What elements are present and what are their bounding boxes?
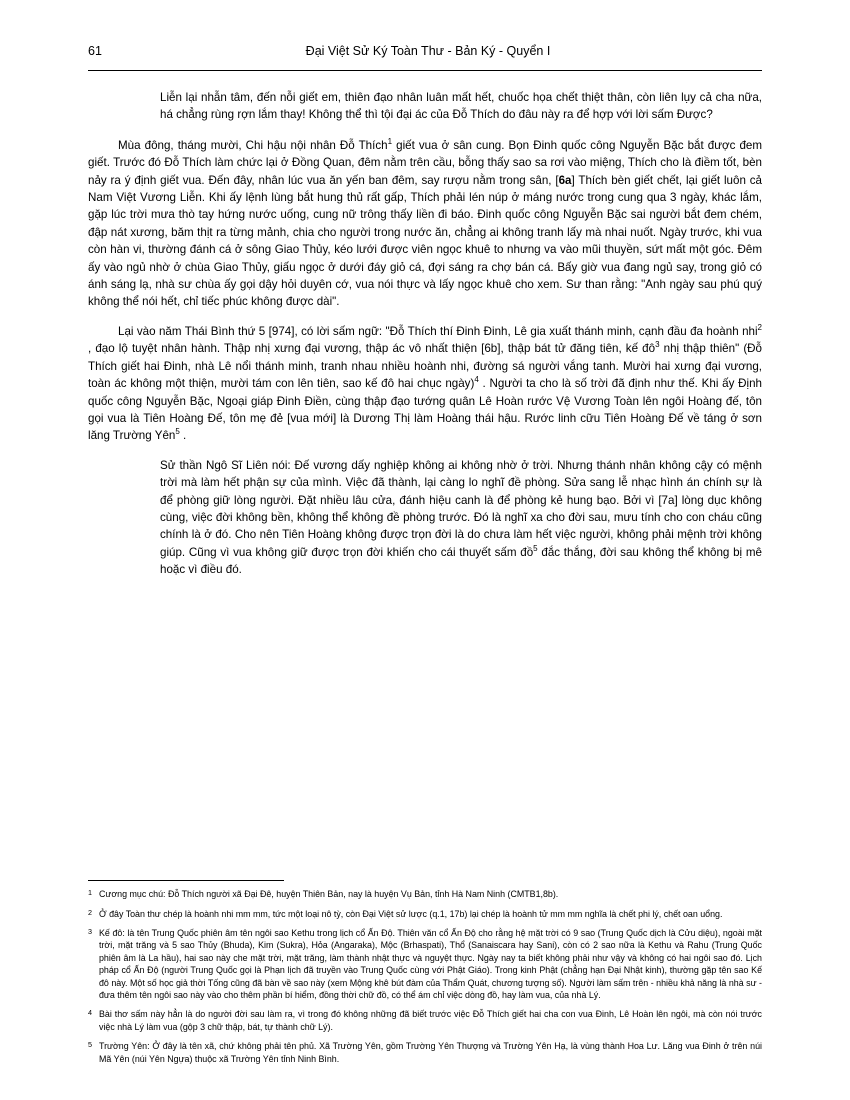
footnote-3-marker: 3: [88, 926, 92, 936]
footnote-3-text: Kế đô: là tên Trung Quốc phiên âm tên ngôi sao Kethu trong lịch cổ Ấn Độ. Thiên văn cổ Ấn Độ cho rằng hệ mặt trời có 9 sao (Trung Quốc dịch là Cửu diệu), ngoài mặt trời, mặt trăng và 5 sao Thủy (Bhuda), Kim (Sukra), Hỏa (Angaraka), Mộc (Brhaspati), Thổ (Sanaiscara hay Sani), còn có 2 sao nữa là Kethu và Rahu (Trung Quốc phiên âm là La hầu), hai sao này che mặt trời, mặt trăng, làm thành nhật thực và nguyệt thực. Ngày nay ta biết không phải như vậy và không có hai ngôi sao đó. Lịch pháp cổ Ấn Độ (người Trung Quốc gọi là Phạn lịch đã truyền vào Trung Quốc cùng với Phật Giáo). Trong kinh Phật (chẳng hạn Đại Nhật kinh), thường gặp tên sao Kế đô này. Một số học giả thời Tống cũng đã bàn về sao này (xem Mộng khê bút đàm của Thẩm Quát, chương tượng số). Người làm sấm trên - nhiều khả năng là nhà sư - đưa thêm tên ngôi sao này vào cho thêm phần bí hiểm, đồng thời chữ đồ, có thể ám chỉ việc dòng đồ, hay làm vua, của nhà Lý.: [99, 927, 762, 1000]
document-body: [88, 89, 762, 579]
footnote-ref-3: 3: [655, 340, 660, 350]
footnote-2: [88, 908, 762, 920]
footnote-ref-1: 1: [387, 136, 393, 146]
footnote-5: [88, 1040, 762, 1065]
paragraph-3-part-b: đắc thắng, đời sau không thể không bị mê hoặc vì điều đó.: [160, 545, 762, 577]
paragraph-1: [88, 137, 762, 311]
footnote-1-text: Cương mục chú: Đỗ Thích người xã Đại Đê, huyện Thiên Bản, nay là huyện Vụ Bản, tỉnh Hà Nam Ninh (CMTB1,8b).: [99, 889, 559, 900]
footnote-area: [88, 880, 762, 1072]
paragraph-1-part-c: ] Thích bèn giết chết, lại giết luôn cả Nam Việt Vương Liễn. Khi ấy lệnh lùng bắt hung thủ rất gấp, Thích phải lén núp ở máng nước trong cung qua 3 ngày, khác lắm, gặp lúc trời mưa thò tay hứng nước uống, cung nữ trông thấy liền đi báo. Đinh quốc công Nguyễn Bặc sai người bắt đem chém, đập nát xương, băm thịt ra từng mảnh, chia cho người trong nước ăn, chẳng ai không tranh lấy mà nhai nuốt. Ngày trước, khi vua còn hàn vi, thường đánh cá ở sông Giao Thủy, kéo lưới được viên ngọc khuê to nhưng va vào mũi thuyền, sứt mất một góc. Đêm ấy vào ngủ nhờ ở chùa Giao Thủy, giấu ngọc ở dưới đáy giỏ cá, đợi sáng ra chợ bán cá. Bấy giờ vua đang ngủ say, trong giỏ có ánh sáng lạ, nhà sư chùa ấy gọi dậy hỏi duyên cớ, vua nói thực và lấy ngọc khuê cho xem. Sư than rằng: "Anh ngày sau phú quý không thể nói hết, chỉ tiếc phúc không được dài".: [88, 173, 762, 309]
paragraph-1-part-b: giết vua ở sân cung. Bọn Đinh quốc công Nguyễn Bặc bắt được đem giết. Trước đó Đỗ Thích làm chức lại ở Đồng Quan, đêm nằm trên cầu, bỗng thấy sao sa rơi vào miệng, Thích cho là điềm tốt, bèn nảy ra ý định giết vua. Đến đây, nhân lúc vua ăn yến ban đêm, say rượu nằm trong sân, [: [88, 138, 762, 187]
footnote-2-text: Ở đây Toàn thư chép là hoành nhi mm mm, tức một loại nô tỳ, còn Đại Việt sử lược (q.1, 17b) lại chép là hoành tử mm mm nghĩa là chết phi lý, chết oan uổng.: [99, 908, 723, 919]
footnote-4-text: Bài thơ sấm này hẳn là do người đời sau làm ra, vì trong đó không những đã biết trước việc Đỗ Thích giết hai cha con vua Đinh, Lê Hoàn lên ngôi, mà còn nói trước việc nhà Lý làm vua (gộp 3 chữ thập, bát, tự thành chữ Lý).: [99, 1009, 762, 1032]
footnote-3: [88, 927, 762, 1001]
page-number: 61: [88, 44, 102, 58]
paragraph-3-part-a: Sử thần Ngô Sĩ Liên nói: Đế vương dấy nghiệp không ai không nhờ ở trời. Nhưng thánh nhân không cậy có mệnh trời mà làm hết phận sự của mình. Việc đã thành, lại càng lo nghĩ đề phòng. Sửa sang lễ nhạc hình án chính sự là để phòng giữ lòng người. Đặt nhiều lâu cửa, đánh hiệu canh là để phòng kẻ hung bạo. Bởi vì [7a] lòng dục không cùng, việc đời không bền, không thể không đề phòng trước. Đó là nghĩ xa cho đời sau, mưu tính cho con cháu cũng chính là ở đó. Cho nên Tiên Hoàng không được trọn đời là do chưa làm hết việc người, không phải mệnh trời không giúp. Cũng vì vua không giữ được trọn đời khiến cho cái thuyết sấm đồ: [160, 458, 762, 559]
footnote-1-marker: 1: [88, 888, 92, 898]
footnote-ref-4: 4: [474, 375, 479, 385]
paragraph-2-part-b: , đạo lộ tuyệt nhân hành. Thập nhị xưng đại vương, thập ác vô nhất thiện [6b], thập bát tử đăng tiên, kế đô: [88, 342, 656, 356]
paragraph-2-part-c: nhị thập thiên" (Đỗ Thích giết hai Đinh, nhà Lê nổi thánh minh, tranh nhau nhiều hoành nhi, đường sá người vắng tanh. Mười hai xưng đại vương, toàn ác không một thiện, mười tám con lên tiên, sao kế đô hai chục ngày): [88, 342, 762, 391]
header-divider: [88, 70, 762, 71]
footnote-5-marker: 5: [88, 1040, 92, 1050]
footnote-1: [88, 888, 762, 900]
paragraph-2-part-e: .: [179, 429, 187, 443]
footnote-ref-5: 5: [175, 427, 180, 437]
folio-marker-6a: 6a: [558, 173, 572, 187]
footnote-5-text: Trường Yên: Ở đây là tên xã, chứ không phải tên phủ. Xã Trường Yên, gồm Trường Yên Thượng và Trường Yên Hạ, là vùng thành Hoa Lư. Lăng vua Đinh ở trên núi Mã Yên (núi Yên Ngựa) thuộc xã Trường Yên tỉnh Ninh Bình.: [99, 1041, 762, 1064]
page-header: [88, 44, 762, 66]
paragraph-1-part-a: Mùa đông, tháng mười, Chi hậu nội nhân Đỗ Thích: [118, 138, 388, 152]
paragraph-2: [88, 323, 762, 445]
paragraph-intro: Liễn lại nhẫn tâm, đến nỗi giết em, thiên đạo nhân luân mất hết, chuốc họa chết thiệt thân, còn liên lụy cả cha nữa, há chẳng rùng rợn lắm thay! Không thể thì tội đại ác của Đỗ Thích do đâu này ra để hợp với lời sấm Được?: [160, 91, 762, 122]
paragraph-2-part-d: . Người ta cho là số trời đã định như thế. Khi ấy Định quốc công Nguyễn Bặc, Ngoại giáp Đinh Điền, cùng thập đạo tướng quân Lê Hoàn rước Vệ Vương Toàn lên ngôi Hoàng đế, tôn gọi vua là Tiên Hoàng Đế, tôn mẹ đẻ [vua mới] là Dương Thị làm Hoàng thái hậu. Rước linh cữu Tiên Hoàng Đế về táng ở sơn lăng Trường Yên: [88, 377, 763, 443]
paragraph-3-commentary: [88, 457, 762, 579]
footnote-ref-5b: 5: [533, 543, 538, 553]
page-title: Đại Việt Sử Ký Toàn Thư - Bản Ký - Quyển I: [305, 44, 551, 58]
footnote-2-marker: 2: [88, 907, 92, 917]
footnote-divider: [88, 880, 284, 881]
footnote-ref-2: 2: [757, 323, 762, 333]
footnote-4-marker: 4: [88, 1008, 92, 1018]
paragraph-2-part-a: Lại vào năm Thái Bình thứ 5 [974], có lời sấm ngữ: "Đỗ Thích thí Đinh Đinh, Lê gia xuất thánh minh, cạnh đầu đa hoành nhi: [118, 324, 758, 338]
footnote-4: [88, 1008, 762, 1033]
